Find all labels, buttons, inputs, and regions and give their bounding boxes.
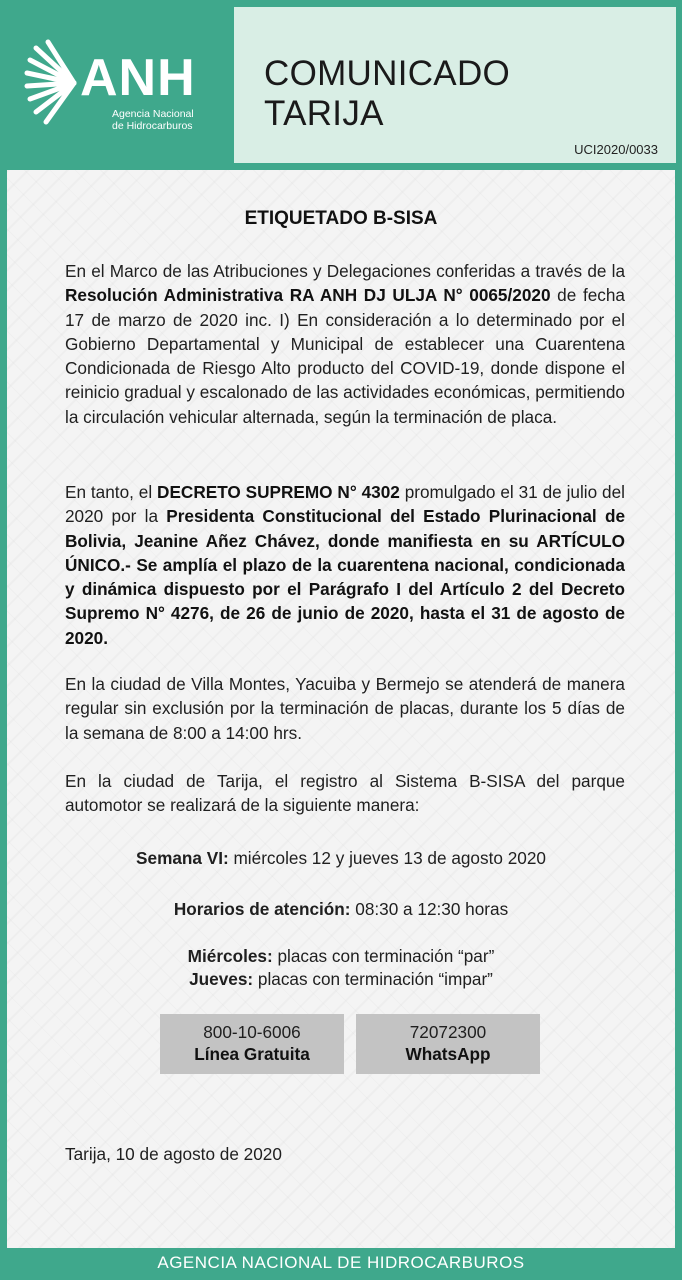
paragraph-1: [65, 259, 625, 429]
paragraph-1-text-b: de fecha 17 de marzo de 2020 inc. I) En consideración a lo determinado por el Gobierno Departamental y Municipal de establecer una Cuarentena Condicionada de Riesgo Alto producto del COVID-19, donde dispone el reinicio gradual y escalonado de las actividades económicas, permitiendo la circulación vehicular alternada, según la terminación de placa.: [65, 285, 625, 427]
logo-subtitle-2: de Hidrocarburos: [112, 120, 193, 132]
document-date: Tarija, 10 de agosto de 2020: [65, 1144, 282, 1164]
footer-agency-name: AGENCIA NACIONAL DE HIDROCARBUROS: [157, 1253, 525, 1272]
reference-code: UCI2020/0033: [574, 142, 658, 157]
toll-free-contact: [160, 1014, 344, 1074]
whatsapp-number: 72072300: [409, 1022, 487, 1042]
thursday-value: placas con terminación “impar”: [253, 969, 493, 989]
paragraph-2-text-a: En tanto, el: [65, 482, 158, 502]
title-city: TARIJA: [264, 94, 384, 133]
hours-label: Horarios de atención:: [173, 899, 351, 919]
week-value: miércoles 12 y jueves 13 de agosto 2020: [228, 848, 546, 868]
logo-wordmark: ANH: [80, 49, 196, 107]
wednesday-line: [7, 944, 675, 968]
whatsapp-label: WhatsApp: [405, 1044, 491, 1064]
whatsapp-contact: [356, 1014, 540, 1074]
toll-free-number: 800-10-6006: [203, 1022, 301, 1042]
paragraph-1-bold: Resolución Administrativa RA ANH DJ ULJA N° 0065/2020: [65, 285, 551, 306]
thursday-line: [7, 967, 675, 991]
paragraph-2-bold-a: DECRETO SUPREMO N° 4302: [157, 482, 400, 502]
week-label: Semana VI:: [136, 848, 229, 868]
paragraph-1-text-a: En el Marco de las Atribuciones y Delegaciones conferidas a través de la: [65, 261, 625, 281]
title-comunicado: COMUNICADO: [264, 54, 511, 93]
document-heading: ETIQUETADO B-SISA: [244, 208, 438, 229]
paragraph-3: En la ciudad de Villa Montes, Yacuiba y Bermejo se atenderá de manera regular sin exclusión por la terminación de placas, durante los 5 días de la semana de 8:00 a 14:00 hrs.: [65, 674, 625, 743]
paragraph-2: [65, 480, 625, 650]
paragraph-2-bold-b: Presidenta Constitucional del Estado Plurinacional de Bolivia, Jeanine Añez Chávez, donde manifiesta en su ARTÍCULO ÚNICO.- Se amplía el plazo de la cuarentena nacional, condicionada y dinámica dispuesto por el Parágrafo I del Artículo 2 del Decreto Supremo N° 4276, de 26 de junio de 2020, hasta el 31 de agosto de 2020.: [65, 506, 625, 648]
wednesday-value: placas con terminación “par”: [272, 946, 495, 966]
document-body: [7, 170, 675, 1248]
paragraph-2-text-b: promulgado el 31 de julio del 2020 por la: [65, 482, 625, 527]
paragraph-4: En la ciudad de Tarija, el registro al Sistema B-SISA del parque automotor se realizará de la siguiente manera:: [65, 771, 625, 816]
title-box: [234, 7, 676, 163]
hours-line: [7, 897, 675, 921]
thursday-label: Jueves:: [189, 969, 254, 989]
hours-value: 08:30 a 12:30 horas: [350, 899, 509, 919]
anh-logo: [22, 38, 222, 132]
wednesday-label: Miércoles:: [187, 946, 273, 966]
logo-subtitle-1: Agencia Nacional: [112, 108, 194, 120]
toll-free-label: Línea Gratuita: [194, 1044, 310, 1064]
week-line: [7, 846, 675, 870]
